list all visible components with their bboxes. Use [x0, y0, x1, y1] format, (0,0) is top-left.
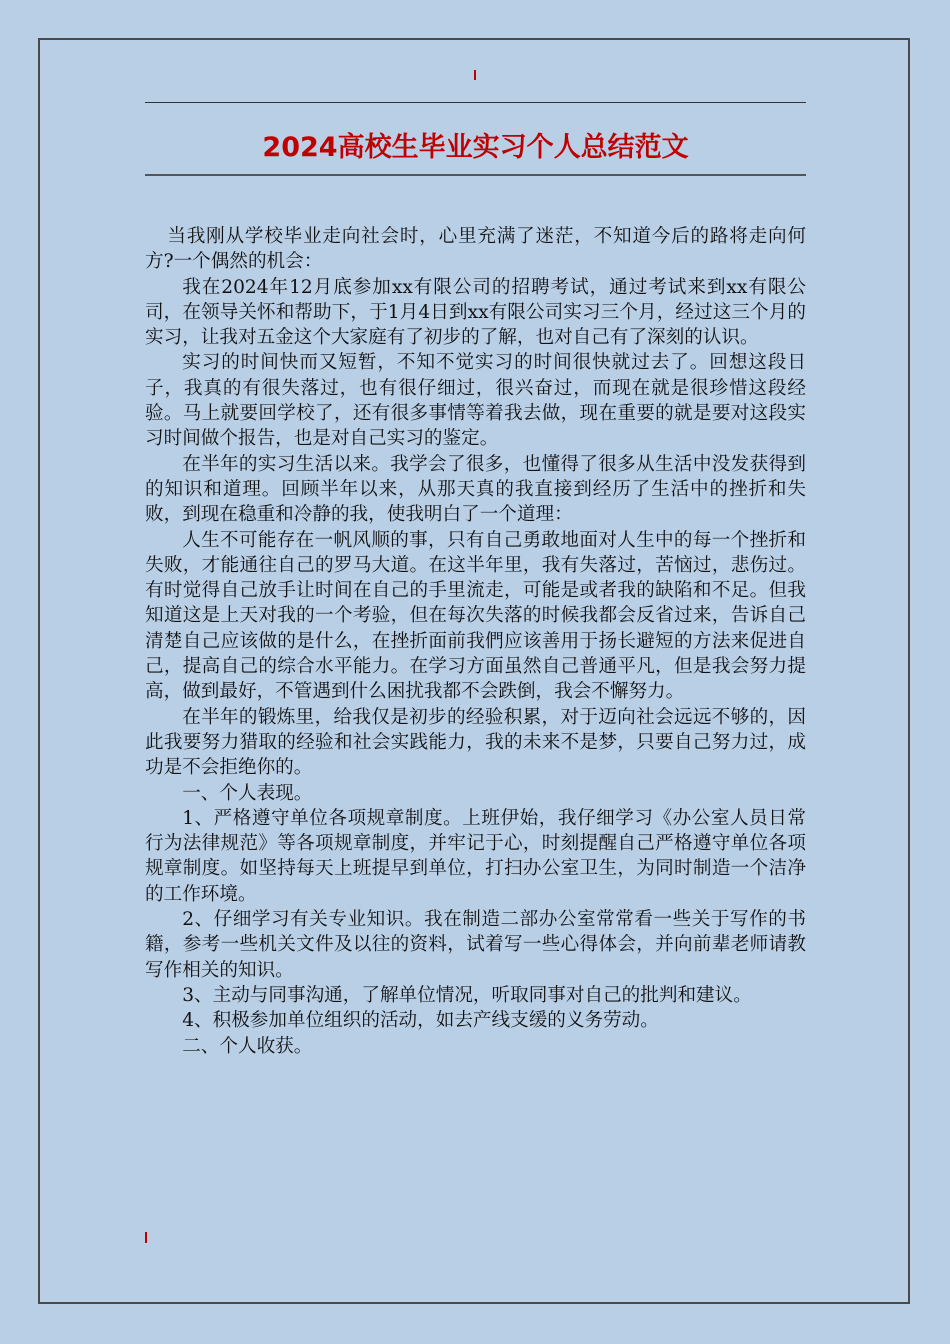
list-item: 2、仔细学习有关专业知识。我在制造二部办公室常常看一些关于写作的书籍，参考一些机关文件及以往的资料，试着写一些心得体会，并向前辈老师请教写作相关的知识。 — [145, 909, 806, 981]
paragraph: 实习的时间快而又短暂，不知不觉实习的时间很快就过去了。回想这段日子，我真的有很失落过，也有很仔细过，很兴奋过，而现在就是很珍惜这段经验。马上就要回学校了，还有很多事情等着我去做，现在重要的就是要对这段实习时间做个报告，也是对自己实习的鉴定。 — [145, 352, 806, 450]
paragraph: 当我刚从学校毕业走向社会时，心里充满了迷茫，不知道今后的路将走向何方?一个偶然的机会： — [145, 226, 806, 273]
paragraph: 人生不可能存在一帆风顺的事，只有自己勇敢地面对人生中的每一个挫折和失败，才能通往自己的罗马大道。在这半年里，我有失落过，苦恼过，悲伤过。有时觉得自己放手让时间在自己的手里流走，可能是或者我的缺陷和不足。但我知道这是上天对我的一个考验，但在每次失落的时候我都会反省过来，告诉自己清楚自己应该做的是什么，在挫折面前我們应该善用于扬长避短的方法来促进自己，提高自己的综合水平能力。在学习方面虽然自己普通平凡，但是我会努力提高，做到最好，不管遇到什么困扰我都不会跌倒，我会不懈努力。 — [145, 529, 806, 703]
section-heading: 一、个人表现。 — [182, 782, 313, 804]
paragraph: 在半年的实习生活以来。我学会了很多，也懂得了很多从生活中没发获得到的知识和道理。回顾半年以来，从那天真的我直接到经历了生活中的挫折和失败，到现在稳重和冷静的我，使我明白了一个道理： — [145, 453, 806, 526]
list-item: 4、积极参加单位组织的活动，如去产线支缓的义务劳动。 — [182, 1010, 659, 1032]
footer-marker — [145, 1232, 147, 1243]
paragraph: 在半年的锻炼里，给我仅是初步的经验积累，对于迈向社会远远不够的，因此我要努力猎取的经验和社会实践能力，我的未来不是梦，只要自己努力过，成功是不会拒绝你的。 — [145, 706, 806, 779]
header-rule — [145, 102, 806, 103]
list-item: 3、主动与同事沟通，了解单位情况，听取同事对自己的批判和建议。 — [182, 984, 752, 1006]
list-item: 1、严格遵守单位各项规章制度。上班伊始，我仔细学习《办公室人员日常行为法律规范》等各项规章制度，并牢记于心，时刻提醒自己严格遵守单位各项规章制度。如坚持每天上班提早到单位，打扫办公室卫生，为同时制造一个洁净的工作环境。 — [145, 807, 806, 905]
section-heading: 二、个人收获。 — [182, 1035, 313, 1057]
paragraph: 我在2024年12月底参加xx有限公司的招聘考试，通过考试来到xx有限公司，在领导关怀和帮助下，于1月4日到xx有限公司实习三个月，经过这三个月的实习，让我对五金这个大家庭有了初步的了解，也对自己有了深刻的认识。 — [145, 276, 806, 349]
header-marker — [474, 70, 476, 80]
document-body — [145, 224, 806, 1059]
title-rule — [145, 174, 806, 176]
document-title: 2024高校生毕业实习个人总结范文 — [262, 132, 689, 163]
